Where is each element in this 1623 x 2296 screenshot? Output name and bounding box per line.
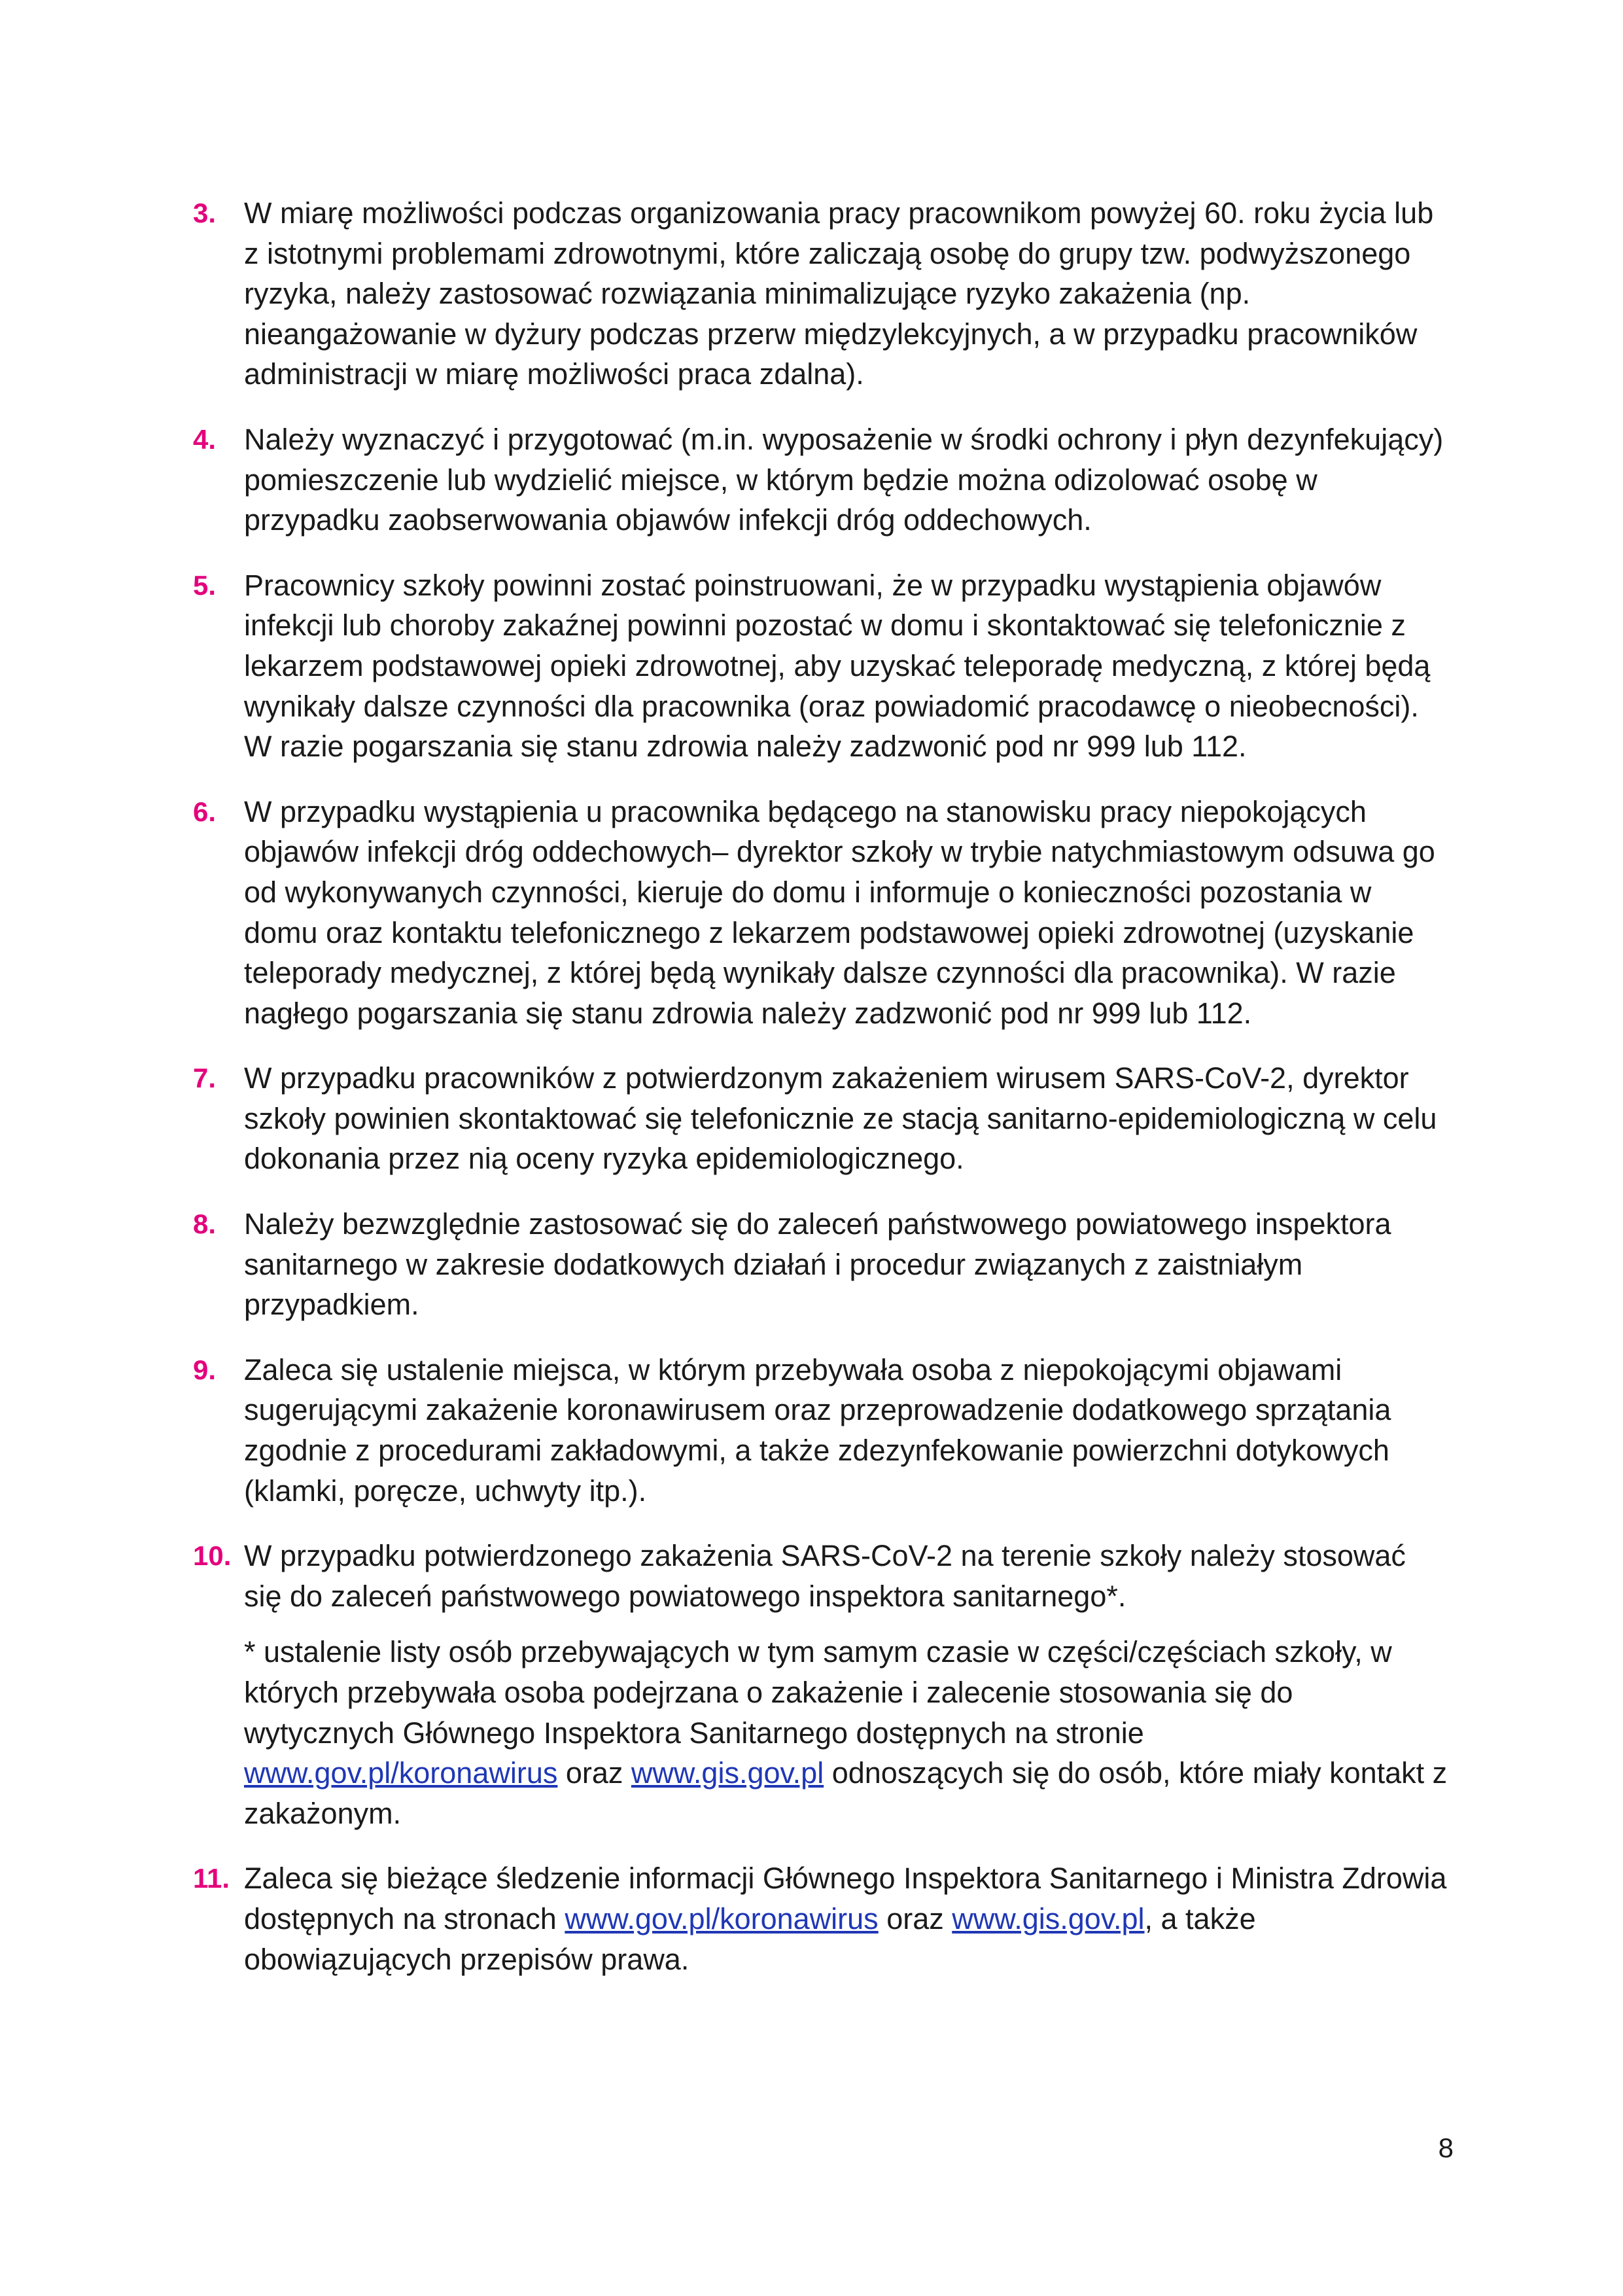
page-number: 8: [1438, 2132, 1454, 2163]
item-text: W miarę możliwości podczas organizowania pracy pracownikom powyżej 60. roku życia lub z istotnymi problemami zdrowotnymi, które zaliczają osobę do grupy tzw. podwyższonego ryzyka, należy zastosować rozwiązania minimalizujące ryzyko zakażenia (np. nieangażowanie w dyżury podczas przerw międzylekcyjnych, a w przypadku pracowników administracji w miarę możliwości praca zdalna).: [244, 196, 1434, 391]
item-text: W przypadku wystąpienia u pracownika będącego na stanowisku pracy niepokojących objawów infekcji dróg oddechowych– dyrektor szkoły w trybie natychmiastowym odsuwa go od wykonywanych czynności, kieruje do domu i informuje o konieczności pozostania w domu oraz kontaktu telefonicznego z lekarzem podstawowej opieki zdrowotnej (uzyskanie teleporady medycznej, z której będą wynikały dalsze czynności dla pracownika). W razie nagłego pogarszania się stanu zdrowia należy zadzwonić pod nr 999 lub 112.: [244, 794, 1435, 1030]
item-number: 4.: [193, 423, 217, 455]
footnote-text: oraz: [557, 1756, 631, 1790]
item-text: Zaleca się ustalenie miejsca, w którym przebywała osoba z niepokojącymi objawami sugerującymi zakażenie koronawirusem oraz przeprowadzenie dodatkowego sprzątania zgodnie z procedurami zakładowymi, a także zdezynfekowanie powierzchni dotykowych (klamki, poręcze, uchwyty itp.).: [244, 1352, 1391, 1508]
list-item: [193, 193, 1449, 395]
list-item: [193, 1350, 1449, 1511]
link-gis[interactable]: www.gis.gov.pl: [952, 1901, 1145, 1935]
item-text: Należy bezwzględnie zastosować się do zaleceń państwowego powiatowego inspektora sanitarnego w zakresie dodatkowych działań i procedur związanych z zaistniałym przypadkiem.: [244, 1207, 1391, 1322]
item-number: 9.: [193, 1354, 217, 1385]
list-item: [193, 792, 1449, 1034]
list-item: [193, 565, 1449, 767]
item-number: 8.: [193, 1209, 217, 1240]
list-item: [193, 419, 1449, 540]
item-number: 10.: [193, 1540, 232, 1572]
link-gov-koronawirus[interactable]: www.gov.pl/koronawirus: [244, 1756, 558, 1790]
item-text: , a także obowiązujących przepisów prawa.: [244, 1901, 1256, 1976]
footnote-text: * ustalenie listy osób przebywających w tym samym czasie w części/częściach szkoły, w których przebywała osoba podejrzana o zakażenie i zalecenie stosowania się do wytycznych Głównego Inspektora Sanitarnego dostępnych na stronie: [244, 1635, 1392, 1750]
list-item-11: [193, 1858, 1449, 1979]
item-number: 11.: [193, 1863, 230, 1894]
item-text: Pracownicy szkoły powinni zostać poinstruowani, że w przypadku wystąpienia objawów infekcji lub choroby zakaźnej powinni pozostać w domu i skontaktować się telefonicznie z lekarzem podstawowej opieki zdrowotnej, aby uzyskać teleporadę medyczną, z której będą wynikały dalsze czynności dla pracownika (oraz powiadomić pracodawcę o nieobecności). W razie pogarszania się stanu zdrowia należy zadzwonić pod nr 999 lub 112.: [244, 568, 1431, 764]
item-number: 3.: [193, 198, 217, 228]
list-item: [193, 1058, 1449, 1179]
item-text: Należy wyznaczyć i przygotować (m.in. wyposażenie w środki ochrony i płyn dezynfekujący) pomieszczenie lub wydzielić miejsce, w którym będzie można odizolować osobę w przypadku zaobserwowania objawów infekcji dróg oddechowych.: [244, 422, 1444, 537]
footnote: [244, 1632, 1449, 1833]
item-text: W przypadku potwierdzonego zakażenia SARS-CoV-2 na terenie szkoły należy stosować się do zaleceń państwowego powiatowego inspektora sanitarnego*.: [244, 1539, 1406, 1613]
item-number: 7.: [193, 1063, 217, 1094]
link-gis[interactable]: www.gis.gov.pl: [631, 1756, 824, 1790]
footnote-text: odnoszących się do osób, które miały kontakt z zakażonym.: [244, 1756, 1448, 1830]
list-item-10: [193, 1536, 1449, 1833]
link-gov-koronawirus[interactable]: www.gov.pl/koronawirus: [565, 1901, 879, 1935]
item-text: oraz: [878, 1901, 952, 1935]
guideline-list: [193, 193, 1449, 2004]
item-text: W przypadku pracowników z potwierdzonym zakażeniem wirusem SARS-CoV-2, dyrektor szkoły powinien skontaktować się telefonicznie ze stacją sanitarno-epidemiologiczną w celu dokonania przez nią oceny ryzyka epidemiologicznego.: [244, 1061, 1437, 1176]
list-item: [193, 1204, 1449, 1325]
item-number: 6.: [193, 796, 217, 827]
item-number: 5.: [193, 569, 217, 601]
item-text: Zaleca się bieżące śledzenie informacji Głównego Inspektora Sanitarnego i Ministra Zdrowia dostępnych na stronach: [244, 1862, 1447, 1935]
